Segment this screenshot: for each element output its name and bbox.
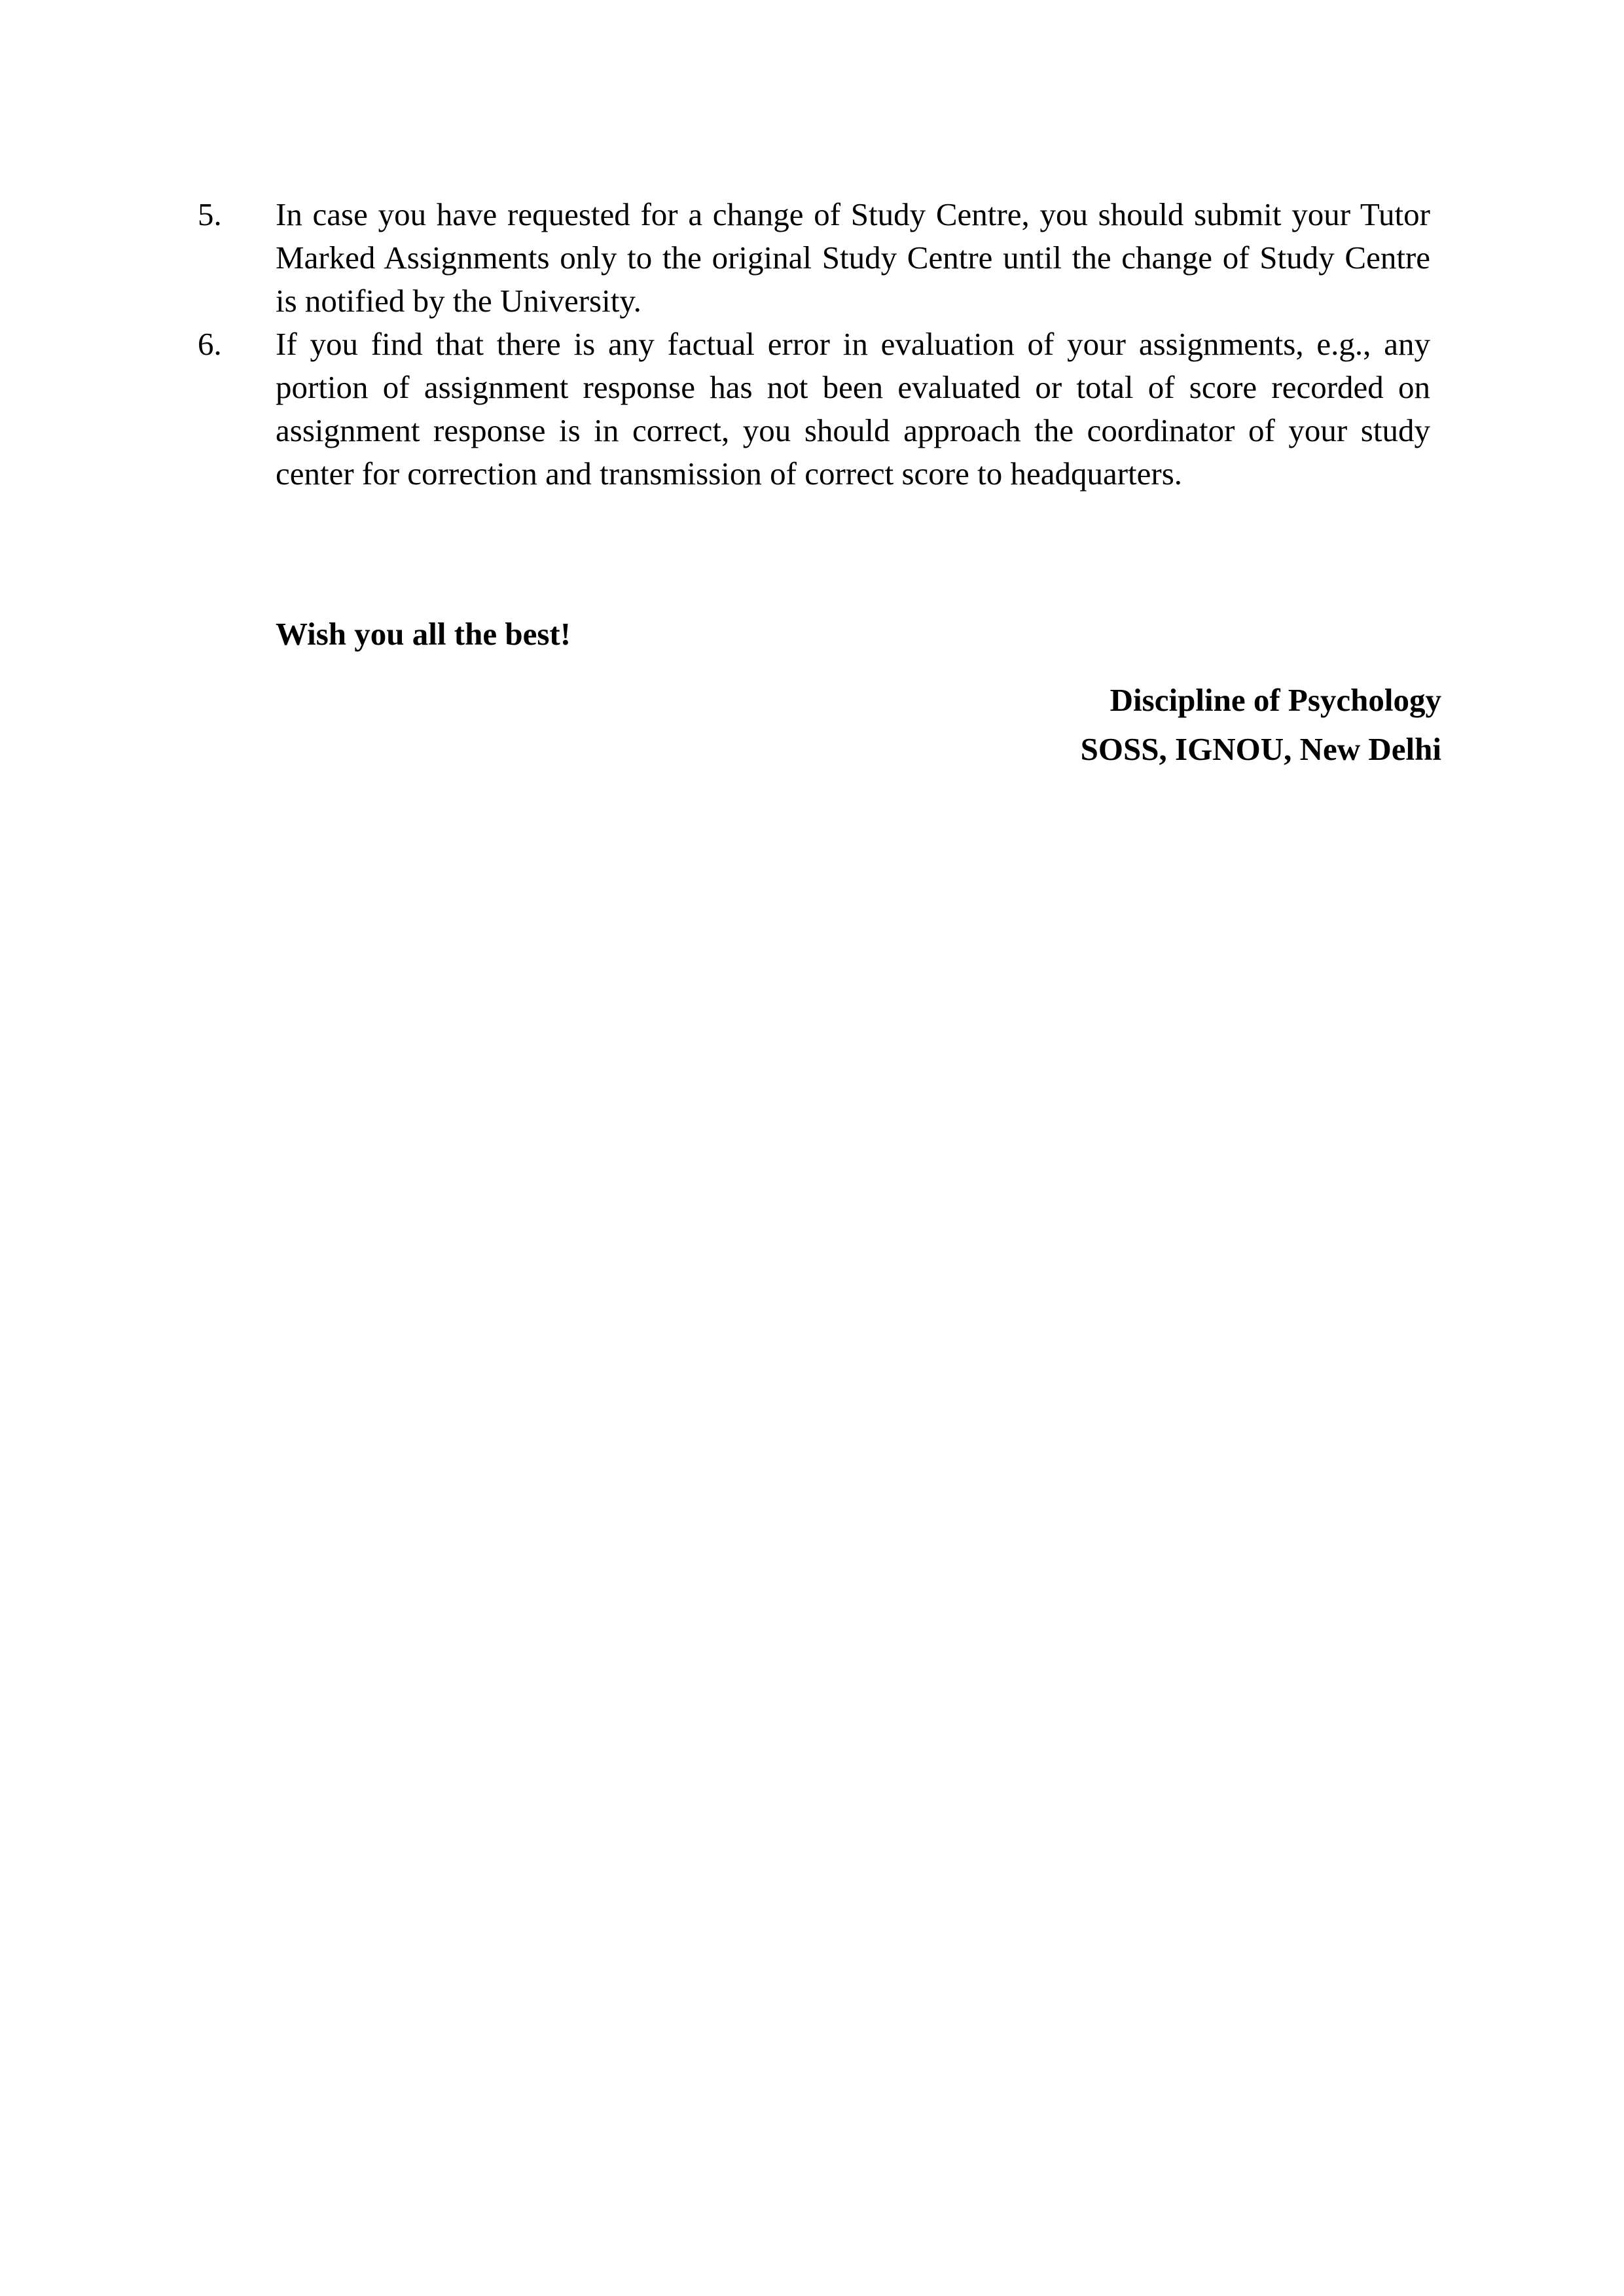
signature-department: Discipline of Psychology bbox=[1110, 682, 1441, 718]
text-line: center for correction and transmission of correct score to headquarters. bbox=[276, 456, 1183, 492]
item-number: 6. bbox=[198, 326, 222, 362]
item-text bbox=[276, 193, 1430, 323]
numbered-instruction-list bbox=[198, 193, 1441, 495]
item-number: 5. bbox=[198, 196, 222, 232]
text-line: assignment response is in correct, you should approach the coordinator of your study bbox=[276, 412, 1430, 448]
text-line: Marked Assignments only to the original Study Centre until the change of Study Centre bbox=[276, 240, 1430, 276]
signature-institution: SOSS, IGNOU, New Delhi bbox=[1080, 731, 1441, 767]
closing-text: Wish you all the best! bbox=[276, 616, 571, 652]
text-line: If you find that there is any factual error in evaluation of your assignments, e.g., any bbox=[276, 326, 1430, 362]
text-line: In case you have requested for a change of Study Centre, you should submit your Tutor bbox=[276, 196, 1430, 232]
item-text bbox=[276, 323, 1430, 495]
signature-block bbox=[198, 675, 1441, 774]
text-line: portion of assignment response has not been evaluated or total of score recorded on bbox=[276, 369, 1430, 405]
text-line: is notified by the University. bbox=[276, 283, 641, 319]
list-item-5 bbox=[198, 193, 1441, 323]
list-item-6 bbox=[198, 323, 1441, 495]
